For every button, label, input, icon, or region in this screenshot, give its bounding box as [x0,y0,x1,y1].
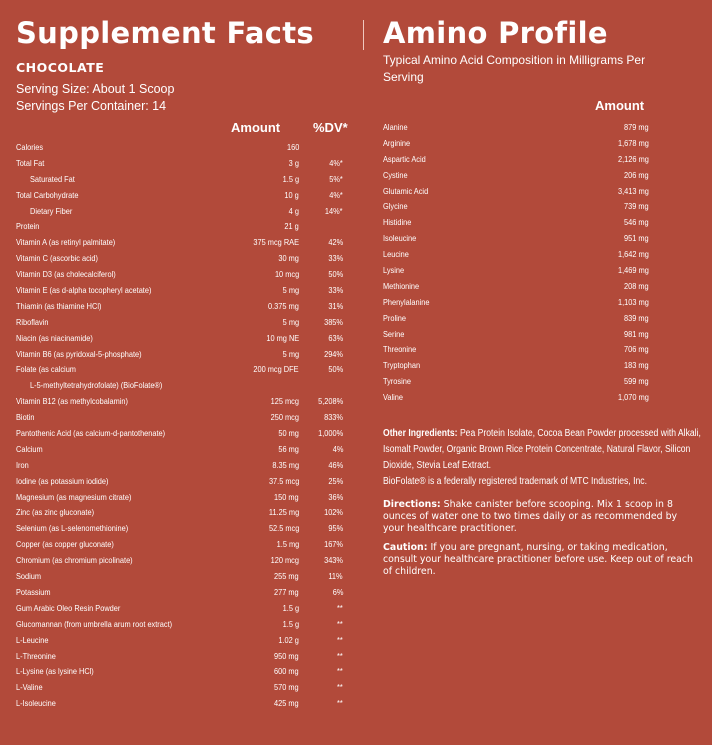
nutrient-name: L-Lysine (as lysine HCl) [16,666,94,677]
nutrient-dv: 50% [328,364,343,375]
nutrient-dv: 36% [328,491,343,502]
amino-name: Threonine [383,344,417,355]
nutrient-name: Calcium [16,443,43,454]
facts-row [16,219,351,235]
amino-name: Tyrosine [383,376,411,387]
amino-subtitle: Typical Amino Acid Composition in Milligrams Per Serving [383,53,646,84]
nutrient-dv: ** [337,666,343,677]
facts-row [16,442,351,458]
nutrient-name: Thiamin (as thiamine HCl) [16,300,102,311]
nutrient-amount: 10 g [284,189,299,200]
nutrient-dv: ** [337,602,343,613]
amino-amount: 981 mg [624,328,649,339]
serving-size: Serving Size: About 1 Scoop [16,82,175,96]
nutrient-name: Vitamin B12 (as methylcobalamin) [16,396,129,407]
amino-name: Arginine [383,137,411,148]
nutrient-name: Chromium (as chromium picolinate) [16,555,133,566]
facts-row [16,664,351,680]
nutrient-name: L-Threonine [16,650,56,661]
amino-amount: 599 mg [624,376,649,387]
nutrient-name: Pantothenic Acid (as calcium-d-pantothenate) [16,428,166,439]
amino-amount: 1,642 mg [618,249,649,260]
nutrient-amount: 10 mg NE [266,332,299,343]
facts-row [16,156,351,172]
amino-amount: 1,103 mg [618,296,649,307]
facts-row [16,521,351,537]
nutrient-amount: 375 mcg RAE [253,237,299,248]
amino-name: Methionine [383,280,420,291]
nutrient-name: Folate (as calcium [16,364,76,375]
nutrient-amount: 250 mcg [270,412,299,423]
amino-profile-table [383,120,649,406]
flavor-label: CHOCOLATE [16,60,105,75]
nutrient-amount: 1.02 g [278,634,299,645]
amino-amount: 951 mg [624,233,649,244]
amino-name: Tryptophan [383,360,421,371]
facts-row [16,235,351,251]
nutrient-dv: 14%* [325,205,343,216]
nutrient-amount: 1.5 g [282,173,299,184]
nutrient-dv: 63% [328,332,343,343]
amino-name: Proline [383,312,407,323]
nutrient-dv: 5,208% [317,396,343,407]
amino-row [383,311,649,327]
facts-row [16,315,351,331]
nutrient-dv: 31% [328,300,343,311]
amino-amount: 2,126 mg [618,153,649,164]
amino-row [383,120,649,136]
amino-name: Alanine [383,122,408,132]
nutrient-dv: 5%* [329,173,343,184]
amino-profile-title: Amino Profile [383,16,608,50]
facts-row [16,601,351,617]
amino-row [383,374,649,390]
directions-label: Directions: [383,499,441,510]
nutrient-dv: 4%* [329,157,343,168]
nutrient-dv: 833% [324,412,343,423]
facts-row [16,680,351,696]
title-divider [363,20,364,50]
amino-name: Phenylalanine [383,296,430,307]
facts-row [16,267,351,283]
facts-row [16,426,351,442]
nutrient-amount: 8.35 mg [272,459,299,470]
other-ingredients [383,426,703,473]
facts-row [16,553,351,569]
amino-name: Serine [383,328,405,339]
amino-row [383,136,649,152]
nutrient-name: L-Leucine [16,634,49,645]
nutrient-name: Riboflavin [16,316,49,327]
nutrient-name: Selenium (as L-selenomethionine) [16,523,129,534]
nutrient-name: Glucomannan (from umbrella arum root extract) [16,618,173,629]
amount-header: Amount [231,120,281,135]
nutrient-amount: 21 g [284,221,299,232]
nutrient-amount: 3 g [288,157,299,168]
nutrient-dv: ** [337,698,343,709]
nutrient-dv: 95% [328,523,343,534]
amino-row [383,199,649,215]
facts-row [16,188,351,204]
other-ingredients-label: Other Ingredients: [383,428,458,439]
nutrient-name: Potassium [16,586,51,597]
amino-row [383,279,649,295]
nutrient-dv: 102% [324,507,343,518]
nutrient-dv: 33% [328,253,343,264]
facts-row [16,172,351,188]
nutrient-amount: 125 mcg [270,396,299,407]
nutrient-amount: 120 mcg [270,555,299,566]
amino-name: Histidine [383,217,412,228]
nutrient-amount: 160 [286,142,299,152]
amino-amount: 183 mg [624,360,649,371]
nutrient-amount: 37.5 mcg [268,475,299,486]
amino-amount: 546 mg [624,217,649,228]
nutrient-name: Zinc (as zinc gluconate) [16,507,95,518]
facts-row [16,331,351,347]
amino-amount: 1,678 mg [618,137,649,148]
facts-row [16,537,351,553]
facts-row [16,505,351,521]
amino-amount: 1,469 mg [618,265,649,276]
amino-name: Glycine [383,201,408,212]
nutrient-dv: 343% [324,555,343,566]
facts-row [16,569,351,585]
facts-row [16,378,351,394]
nutrient-amount: 200 mcg DFE [253,364,299,375]
nutrient-amount: 11.25 mg [268,507,299,518]
nutrient-amount: 5 mg [282,348,299,359]
nutrient-dv: 25% [328,475,343,486]
amino-row [383,215,649,231]
amino-amount: 1,070 mg [618,392,649,403]
nutrient-name: Vitamin B6 (as pyridoxal-5-phosphate) [16,348,142,359]
nutrient-amount: 277 mg [274,586,299,597]
amino-row [383,247,649,263]
nutrient-amount: 950 mg [274,650,299,661]
nutrient-amount: 1.5 g [282,618,299,629]
nutrient-amount: 1.5 mg [276,539,299,550]
facts-row [16,204,351,220]
nutrient-dv: 167% [324,539,343,550]
nutrient-amount: 1.5 g [282,602,299,613]
nutrient-amount: 570 mg [274,682,299,693]
nutrient-amount: 5 mg [282,316,299,327]
nutrient-dv: 6% [332,586,343,597]
amino-name: Glutamic Acid [383,185,429,196]
nutrient-amount: 4 g [288,205,299,216]
nutrient-amount: 5 mg [282,285,299,296]
nutrient-name: Saturated Fat [30,173,75,184]
supplement-facts-title: Supplement Facts [16,16,314,50]
trademark-text: BioFolate® is a federally registered trademark of MTC Industries, Inc. [383,476,647,487]
facts-row [16,410,351,426]
trademark-note [383,474,703,490]
facts-row [16,649,351,665]
nutrient-name: Copper (as copper gluconate) [16,539,114,550]
amino-amount: 739 mg [624,201,649,212]
nutrient-name: Total Fat [16,157,45,168]
amino-row [383,342,649,358]
nutrient-amount: 56 mg [278,443,299,454]
amino-row [383,295,649,311]
nutrient-amount: 50 mg [278,428,299,439]
amino-row [383,152,649,168]
amino-amount: 208 mg [624,280,649,291]
amino-amount: 839 mg [624,312,649,323]
nutrient-dv: 4% [332,443,343,454]
amino-row [383,168,649,184]
nutrient-dv: 42% [328,237,343,248]
amino-amount: 879 mg [624,122,649,132]
nutrient-name: Vitamin A (as retinyl palmitate) [16,237,116,248]
facts-row [16,458,351,474]
nutrient-amount: 600 mg [274,666,299,677]
facts-row [16,633,351,649]
facts-row [16,251,351,267]
dv-header: %DV* [313,120,348,135]
facts-row [16,696,351,712]
amino-name: Leucine [383,249,409,260]
amino-name: Cystine [383,169,408,180]
caution-label: Caution: [383,542,428,553]
amino-row [383,327,649,343]
amino-name: Aspartic Acid [383,153,426,164]
nutrient-amount: 150 mg [274,491,299,502]
amino-name: Lysine [383,265,405,276]
facts-row [16,585,351,601]
nutrient-dv: ** [337,618,343,629]
nutrient-name: Vitamin C (ascorbic acid) [16,253,99,264]
facts-row [16,490,351,506]
nutrient-name: Iron [16,459,29,470]
nutrient-name: Dietary Fiber [30,205,73,216]
servings-per-container: Servings Per Container: 14 [16,99,167,113]
nutrient-dv: ** [337,682,343,693]
nutrient-amount: 0.375 mg [268,300,299,311]
nutrient-amount: 255 mg [274,571,299,582]
directions [383,499,699,536]
caution [383,542,701,579]
nutrient-name: Protein [16,221,40,232]
amino-name: Isoleucine [383,233,417,244]
nutrient-name: Calories [16,142,44,152]
amino-amount: 206 mg [624,169,649,180]
nutrient-dv: ** [337,634,343,645]
nutrient-amount: 10 mcg [274,269,299,280]
facts-row [16,299,351,315]
facts-row [16,362,351,378]
directions-text: Shake canister before scooping. Mix 1 scoop in 8 ounces of water one to two times daily or as recommended by your healthcare practitioner. [383,499,678,535]
nutrient-name: L-5-methyltetrahydrofolate) (BioFolate®) [30,380,163,391]
nutrient-name: Gum Arabic Oleo Resin Powder [16,602,121,613]
nutrient-name: Vitamin E (as d-alpha tocopheryl acetate) [16,285,152,296]
nutrient-name: Iodine (as potassium iodide) [16,475,109,486]
nutrient-dv: 11% [328,571,343,582]
nutrient-dv: 4%* [329,189,343,200]
nutrient-dv: 46% [328,459,343,470]
nutrient-amount: 52.5 mcg [268,523,299,534]
nutrient-name: Niacin (as niacinamide) [16,332,93,343]
amino-amount-header: Amount [595,98,645,113]
nutrient-name: Magnesium (as magnesium citrate) [16,491,132,502]
facts-row [16,140,351,156]
nutrient-name: Sodium [16,571,42,582]
amino-row [383,184,649,200]
amino-row [383,358,649,374]
nutrient-name: Biotin [16,412,35,423]
amino-row [383,263,649,279]
facts-row [16,617,351,633]
facts-row [16,283,351,299]
nutrient-dv: ** [337,650,343,661]
nutrient-name: L-Valine [16,682,43,693]
nutrient-dv: 294% [324,348,343,359]
facts-row [16,347,351,363]
nutrient-name: L-Isoleucine [16,698,56,709]
amino-row [383,231,649,247]
amino-amount: 706 mg [624,344,649,355]
amino-name: Valine [383,392,404,403]
nutrient-name: Vitamin D3 (as cholecalciferol) [16,269,116,280]
nutrient-amount: 425 mg [274,698,299,709]
nutrient-dv: 1,000% [317,428,343,439]
caution-text: If you are pregnant, nursing, or taking medication, consult your healthcare practitioner before use. Keep out of reach of children. [383,542,693,578]
nutrient-dv: 50% [328,269,343,280]
other-ingredients-text: Pea Protein Isolate, Cocoa Bean Powder processed with Alkali, Isomalt Powder, Organic Brown Rice Protein Concentrate, Natural Flavor, Silicon Dioxide, Stevia Leaf Extract. [383,428,701,471]
nutrient-amount: 30 mg [278,253,299,264]
amino-row [383,390,649,406]
facts-row [16,474,351,490]
nutrient-dv: 33% [328,285,343,296]
amino-amount: 3,413 mg [618,185,649,196]
supplement-facts-table [16,140,351,712]
facts-row [16,394,351,410]
nutrient-name: Total Carbohydrate [16,189,79,200]
nutrient-dv: 385% [324,316,343,327]
